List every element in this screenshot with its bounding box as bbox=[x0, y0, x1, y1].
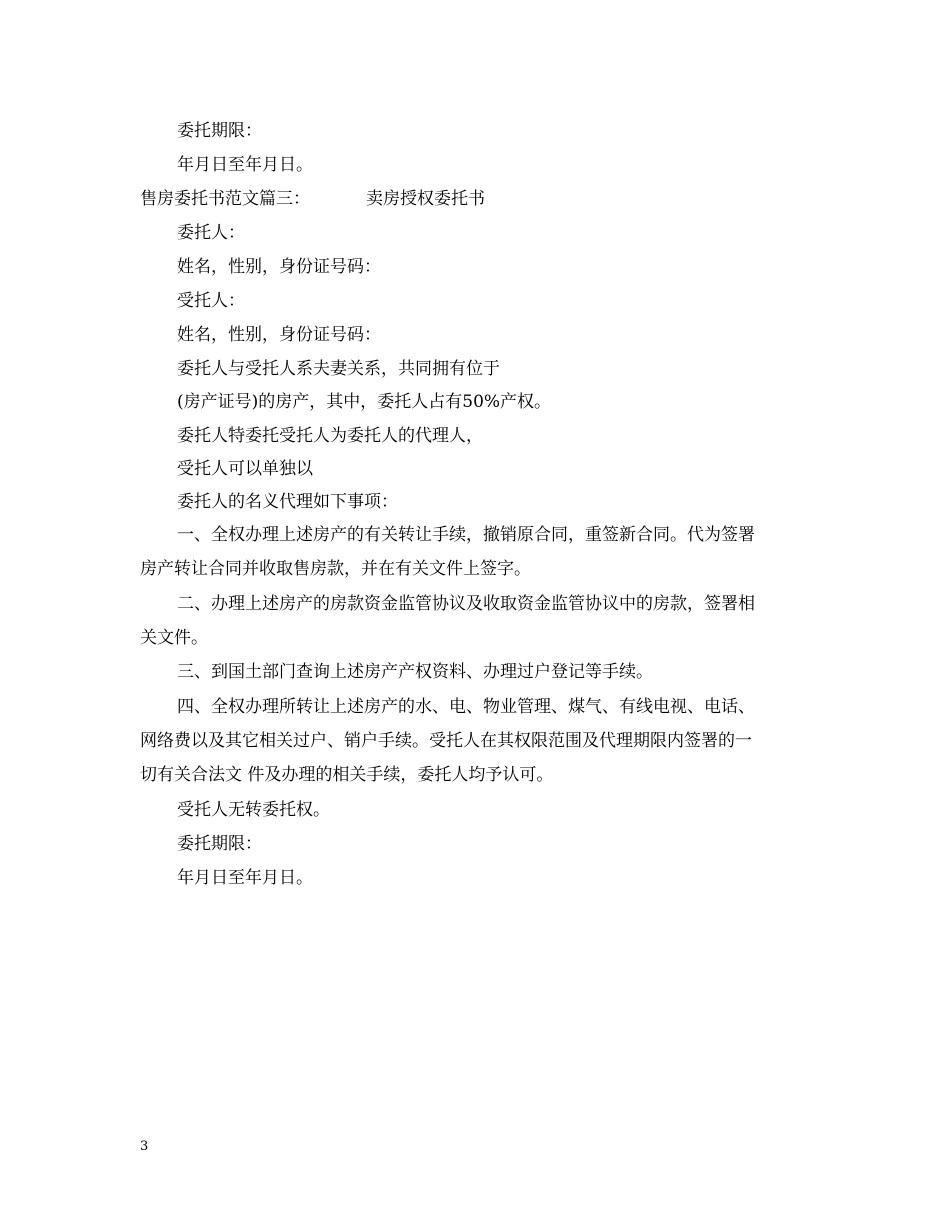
text-line: 年月日至年月日。 bbox=[177, 155, 313, 175]
section-title: 卖房授权委托书 bbox=[366, 189, 485, 209]
text-line: 姓名，性别，身份证号码： bbox=[177, 257, 381, 277]
text-line: 一、全权办理上述房产的有关转让手续，撤销原合同，重签新合同。代为签署 bbox=[177, 525, 755, 545]
text-line: 委托人的名义代理如下事项： bbox=[177, 492, 398, 512]
text-line: (房产证号)的房产，其中，委托人占有50%产权。 bbox=[177, 392, 552, 412]
section-heading: 售房委托书范文篇三： bbox=[140, 189, 310, 209]
text-line: 委托人与受托人系夫妻关系，共同拥有位于 bbox=[177, 359, 500, 379]
text-line: 受托人： bbox=[177, 291, 245, 311]
text-line: 网络费以及其它相关过户、销户手续。受托人在其权限范围及代理期限内签署的一 bbox=[140, 731, 752, 751]
text-line: 二、办理上述房产的房款资金监管协议及收取资金监管协议中的房款，签署相 bbox=[177, 594, 755, 614]
text-line: 年月日至年月日。 bbox=[177, 868, 313, 888]
text-line: 姓名，性别，身份证号码： bbox=[177, 325, 381, 345]
text-line: 委托人特委托受托人为委托人的代理人， bbox=[177, 426, 483, 446]
text-line: 三、到国土部门查询上述房产产权资料、办理过户登记等手续。 bbox=[177, 662, 653, 682]
text-line: 委托期限： bbox=[177, 121, 262, 141]
text-line: 委托期限： bbox=[177, 834, 262, 854]
text-line: 四、全权办理所转让上述房产的水、电、物业管理、煤气、有线电视、电话、 bbox=[177, 697, 755, 717]
text-line: 切有关合法文 件及办理的相关手续，委托人均予认可。 bbox=[140, 765, 554, 785]
text-line: 关文件。 bbox=[140, 628, 208, 648]
text-line: 受托人可以单独以 bbox=[177, 459, 313, 479]
text-line: 委托人： bbox=[177, 223, 245, 243]
text-line: 房产转让合同并收取售房款，并在有关文件上签字。 bbox=[140, 559, 531, 579]
text-line: 受托人无转委托权。 bbox=[177, 800, 330, 820]
page-number: 3 bbox=[140, 1139, 149, 1154]
